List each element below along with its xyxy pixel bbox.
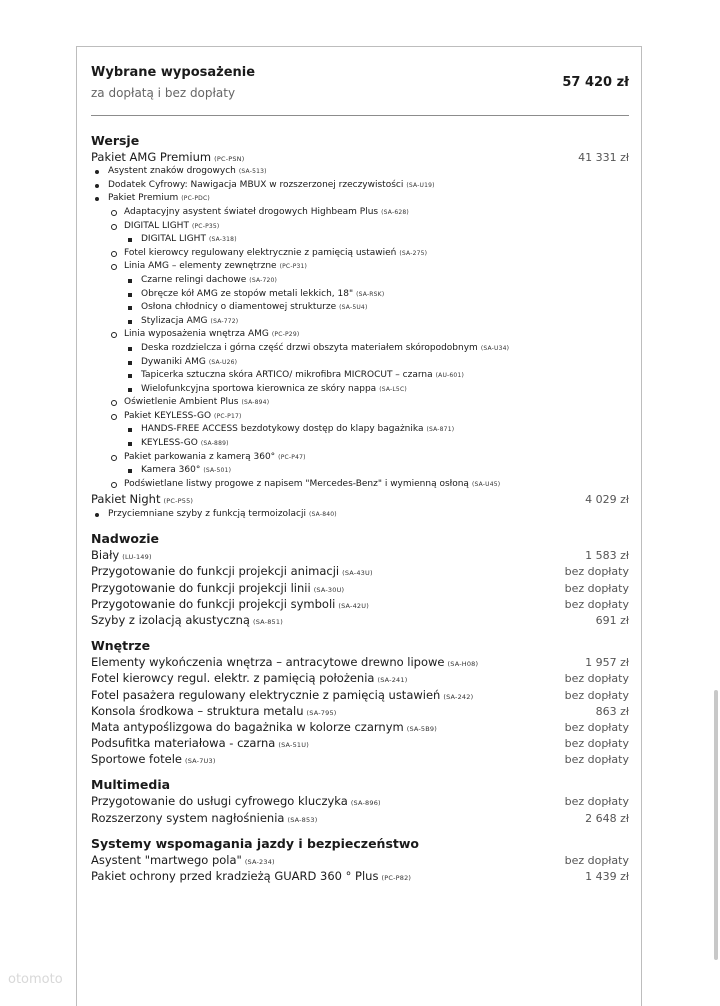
subitem-code: (PC-PDC) [181,195,210,203]
equipment-label: Podsufitka materiałowa - czarna [91,736,276,751]
equipment-code: (PC-P82) [381,874,412,883]
section [91,133,629,521]
section-title: Systemy wspomagania jazdy i bezpieczeństwo [91,835,420,851]
equipment-total-price: 57 420 zł [562,75,629,90]
equipment-card [76,46,642,1006]
equipment-price: 1 583 zł [585,549,629,563]
equipment-label: Szyby z izolacją akustyczną [91,612,250,627]
equipment-row [91,149,629,165]
package-contents [91,508,629,522]
subitem-label: Tapicerka sztuczna skóra ARTICO/ mikrofibra MICROCUT – czarna [141,370,433,381]
equipment-row [91,719,629,735]
subitem-label: Fotel kierowcy regulowany elektrycznie z pamięcią ustawień [124,247,397,258]
equipment-item [91,868,411,886]
section [91,521,629,628]
subitem-code: (SA-720) [249,276,278,284]
subitem-label: Oświetlenie Ambient Plus [124,397,239,408]
equipment-row [91,868,629,884]
equipment-row [91,580,629,596]
package-subitem [91,342,629,356]
subitem-label: Przyciemniane szyby z funkcją termoizolacji [108,508,307,519]
equipment-code: (SA-241) [377,676,408,685]
equipment-row [91,670,629,686]
equipment-price: 1 957 zł [585,656,629,670]
bullet-icon [128,442,132,446]
equipment-row [91,703,629,719]
bullet-icon [128,388,132,392]
subitem-label: Podświetlane listwy progowe z napisem "Mercedes-Benz" i wymienną osłoną [124,478,469,489]
subitem-code: (SA-501) [203,467,232,475]
subitem-label: Kamera 360° [141,465,201,476]
bullet-icon [128,320,132,324]
subitem-code: (SA-840) [309,510,337,518]
subitem-label: Czarne relingi dachowe [141,274,247,285]
equipment-row [91,793,629,809]
equipment-row [91,810,629,826]
package-subitem [91,369,629,383]
section-gap [91,521,629,531]
equipment-row [91,596,629,612]
subitem-code: (SA-894) [241,399,270,407]
subitem-label: Osłona chłodnicy o diamentowej strukturze [141,302,337,313]
equipment-label: Pakiet AMG Premium [91,150,212,164]
equipment-item [91,810,317,828]
equipment-row [91,612,629,628]
equipment-label: Fotel kierowcy regul. elektr. z pamięcią położenia [91,671,375,686]
equipment-label: Mata antypoślizgowa do bagażnika w kolorze czarnym [91,719,404,734]
package-subitem [91,220,629,234]
subitem-code: (SA-889) [200,440,229,448]
equipment-code: (SA-7U3) [184,757,216,766]
equipment-row [91,654,629,670]
equipment-code: (PC-P55) [163,497,194,506]
bullet-icon [111,210,117,216]
package-subitem [91,383,629,397]
watermark-logo: otomoto [8,972,63,987]
subitem-code: (SA-U45) [471,480,501,488]
equipment-price: bez dopłaty [564,753,629,767]
subitem-label: Asystent znaków drogowych [108,166,236,177]
subitem-code: (PC-P31) [279,263,308,271]
package-subitem [91,288,629,302]
equipment-price: 691 zł [595,613,629,627]
package-subitem [91,315,629,329]
equipment-row [91,491,629,507]
subitem-code: (SA-5U4) [339,304,368,312]
subitem-code: (SA-772) [210,317,239,325]
equipment-price: 41 331 zł [578,151,629,164]
bullet-icon [128,293,132,297]
equipment-price: bez dopłaty [564,581,629,595]
equipment-price: bez dopłaty [564,688,629,702]
bullet-icon [128,361,132,365]
bullet-icon [128,347,132,351]
equipment-label: Konsola środkowa – struktura metalu [91,703,304,718]
package-subitem [91,423,629,437]
equipment-code: (SA-51U) [278,741,309,750]
package-subitem [91,192,629,206]
subitem-code: (SA-U26) [208,358,238,366]
subitem-label: HANDS-FREE ACCESS bezdotykowy dostęp do klapy bagażnika [141,424,424,435]
equipment-row [91,735,629,751]
subitem-code: (PC-P35) [191,222,220,230]
bullet-icon [95,184,99,188]
equipment-code: (SA-853) [287,815,318,824]
equipment-code: (SA-H08) [447,660,479,669]
subitem-label: Pakiet parkowania z kamerą 360° [124,451,276,462]
subitem-label: Obręcze kół AMG ze stopów metali lekkich, 18" [141,288,354,299]
subitem-label: DIGITAL LIGHT [124,220,189,231]
equipment-label: Przygotowanie do usługi cyfrowego kluczyka [91,794,348,809]
subitem-code: (SA-628) [381,208,409,216]
equipment-code: (SA-30U) [313,585,345,594]
equipment-code: (SA-795) [306,708,337,717]
equipment-item [91,612,283,630]
package-subitem [91,165,629,179]
equipment-price: bez dopłaty [564,737,629,751]
subitem-label: Deska rozdzielcza i górna część drzwi obszyta materiałem skóropodobnym [141,342,478,353]
package-subitem [91,356,629,370]
section [91,767,629,825]
subitem-label: Pakiet KEYLESS-GO [124,410,212,421]
package-subitem [91,328,629,342]
equipment-label: Przygotowanie do funkcji projekcji animacji [91,564,340,579]
equipment-row [91,563,629,579]
package-subitem [91,179,629,193]
equipment-price: bez dopłaty [564,853,629,867]
bullet-icon [111,251,117,257]
equipment-list [91,133,629,884]
package-subitem [91,478,629,492]
subitem-label: Wielofunkcyjna sportowa kierownica ze skóry nappa [141,383,377,394]
subitem-code: (SA-U34) [480,344,510,352]
subitem-code: (SA-318) [208,236,237,244]
subitem-label: Pakiet Premium [108,193,179,204]
subitem-code: (PC-P29) [271,331,300,339]
equipment-code: (SA-242) [443,692,474,701]
subitem-code: (PC-P47) [278,453,306,461]
subitem-label: Linia wyposażenia wnętrza AMG [124,329,269,340]
bullet-icon [128,279,132,283]
equipment-price: bez dopłaty [564,672,629,686]
equipment-label: Przygotowanie do funkcji projekcji linii [91,580,311,595]
subitem-code: (SA-L5C) [379,385,407,393]
equipment-row [91,852,629,868]
header-divider [91,115,629,116]
equipment-code: (SA-851) [252,617,283,626]
bullet-icon [128,238,132,242]
equipment-row [91,547,629,563]
package-subitem [91,451,629,465]
bullet-icon [128,306,132,310]
bullet-icon [111,264,117,270]
bullet-icon [111,332,117,338]
section [91,826,629,884]
subitem-code: (SA-513) [238,168,267,176]
subitem-code: (SA-275) [399,249,428,257]
equipment-price: bez dopłaty [564,597,629,611]
subitem-label: Dywaniki AMG [141,356,206,367]
subitem-label: Adaptacyjny asystent świateł drogowych Highbeam Plus [124,206,379,217]
equipment-row [91,687,629,703]
equipment-label: Biały [91,548,120,563]
bullet-icon [111,482,117,488]
bullet-icon [111,455,117,461]
equipment-price: bez dopłaty [564,720,629,734]
bullet-icon [128,374,132,378]
scrollbar[interactable] [714,690,718,960]
subitem-code: (AU-601) [435,372,465,380]
equipment-item [91,751,216,769]
equipment-title: Wybrane wyposażenie [91,65,256,80]
bullet-icon [111,414,117,420]
equipment-code: (SA-43U) [342,569,373,578]
equipment-label: Pakiet Night [91,492,161,507]
subitem-label: DIGITAL LIGHT [141,234,206,245]
bullet-icon [95,513,99,517]
package-subitem [91,274,629,288]
equipment-code: (LU-149) [122,553,152,562]
section [91,628,629,767]
equipment-price: 863 zł [595,704,629,718]
package-subitem [91,247,629,261]
subitem-label: Dodatek Cyfrowy: Nawigacja MBUX w rozszerzonej rzeczywistości [108,179,404,190]
package-subitem [91,260,629,274]
package-subitem [91,464,629,478]
equipment-code: (SA-234) [244,857,275,866]
section-title: Wnętrze [91,638,151,654]
section-title: Nadwozie [91,531,160,547]
equipment-label: Pakiet ochrony przed kradzieżą GUARD 360 ° Plus [91,869,379,884]
package-subitem [91,301,629,315]
equipment-code: (PC-PSN) [214,155,245,163]
package-subitem [91,206,629,220]
equipment-code: (SA-896) [350,799,381,808]
equipment-subtitle: za dopłatą i bez dopłaty [91,86,236,100]
subitem-code: (SA-RSK) [356,290,385,298]
subitem-label: KEYLESS-GO [141,438,198,449]
bullet-icon [95,197,99,201]
package-subitem [91,233,629,247]
package-subitem [91,396,629,410]
bullet-icon [111,224,117,230]
equipment-price: 2 648 zł [585,811,629,825]
equipment-row [91,751,629,767]
equipment-price: 1 439 zł [585,870,629,884]
equipment-label: Rozszerzony system nagłośnienia [91,810,285,825]
package-subitem [91,410,629,424]
section-title: Wersje [91,133,140,148]
equipment-code: (SA-5B9) [406,724,438,733]
equipment-code: (SA-42U) [338,601,369,610]
bullet-icon [128,469,132,473]
equipment-price: bez dopłaty [564,795,629,809]
equipment-label: Sportowe fotele [91,752,182,767]
equipment-label: Przygotowanie do funkcji projekcji symboli [91,596,336,611]
equipment-label: Fotel pasażera regulowany elektrycznie z pamięcią ustawień [91,687,441,702]
bullet-icon [111,400,117,406]
section-title: Multimedia [91,777,171,793]
package-subitem [91,437,629,451]
subitem-label: Linia AMG – elementy zewnętrzne [124,261,277,272]
equipment-label: Asystent "martwego pola" [91,852,242,867]
subitem-code: (PC-P17) [214,412,242,420]
bullet-icon [95,170,99,174]
equipment-price: 4 029 zł [585,493,629,507]
package-contents [91,165,629,491]
equipment-price: bez dopłaty [564,565,629,579]
package-subitem [91,508,629,522]
equipment-label: Elementy wykończenia wnętrza – antracytowe drewno lipowe [91,655,445,670]
bullet-icon [128,428,132,432]
subitem-label: Stylizacja AMG [141,315,208,326]
subitem-code: (SA-871) [426,426,455,434]
subitem-code: (SA-U19) [406,181,435,189]
